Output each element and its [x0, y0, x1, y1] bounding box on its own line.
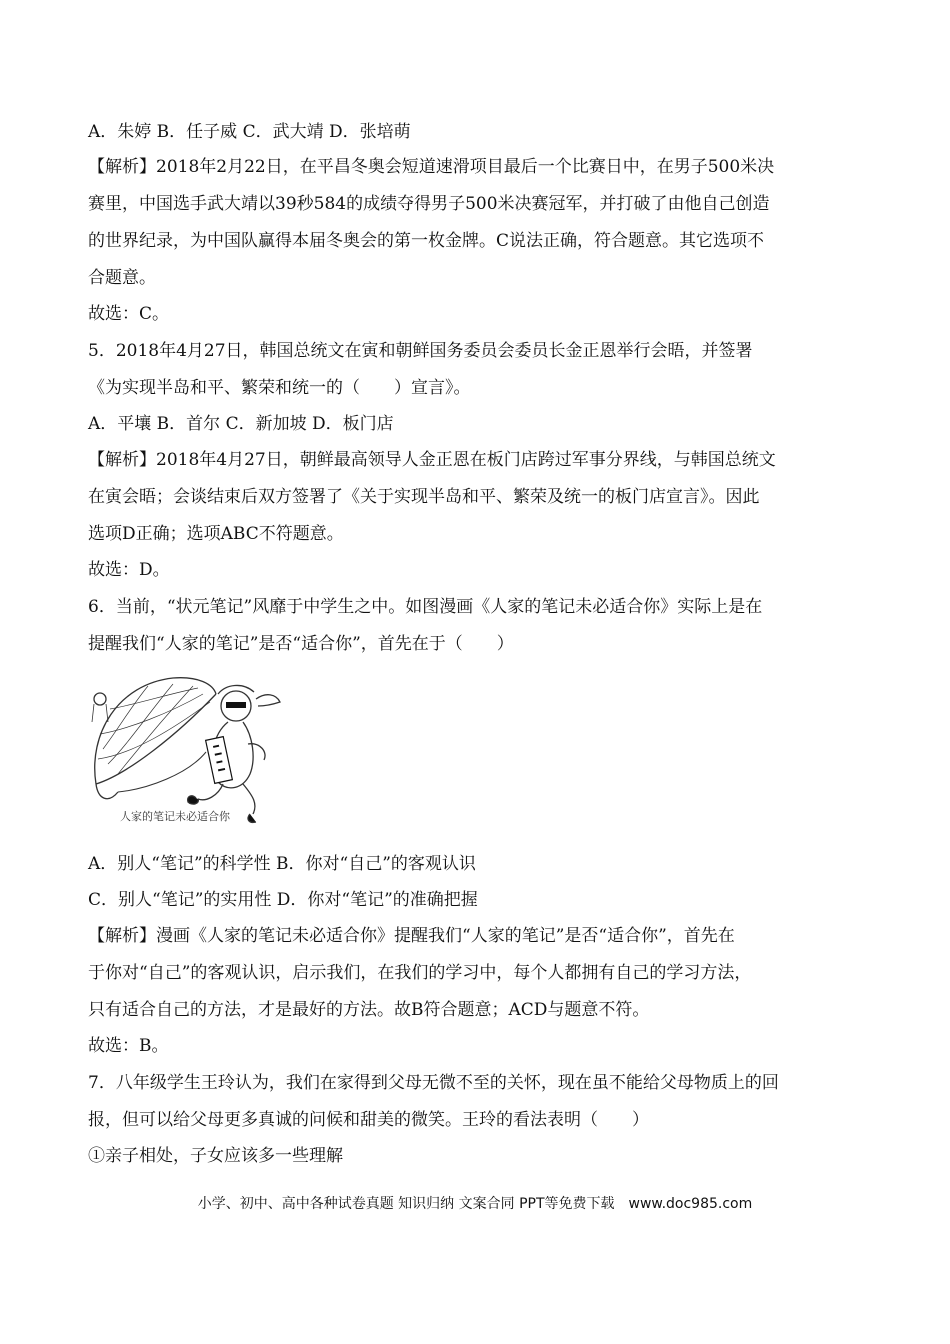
q6-analysis-line: 【解析】漫画《人家的笔记未必适合你》提醒我们“人家的笔记”是否“适合你”，首先在 [88, 926, 735, 946]
q4-analysis-line: 的世界纪录，为中国队赢得本届冬奥会的第一枚金牌。C说法正确，符合题意。其它选项不 [88, 231, 765, 251]
q5-stem-line: 《为实现半岛和平、繁荣和统一的（ ）宣言》。 [88, 378, 471, 398]
q6-stem-line: 提醒我们“人家的笔记”是否“适合你”，首先在于（ ） [88, 634, 514, 654]
q6-option-line: A．别人“笔记”的科学性 B．你对“自己”的客观认识 [88, 854, 476, 874]
q5-analysis-line: 选项D正确；选项ABC不符题意。 [88, 524, 344, 544]
q4-answer: 故选：C。 [88, 304, 170, 324]
q7-stem-line: 报，但可以给父母更多真诚的问候和甜美的微笑。王玲的看法表明（ ） [88, 1110, 649, 1130]
q4-analysis-line: 【解析】2018年2月22日，在平昌冬奥会短道速滑项目最后一个比赛日中，在男子500米决 [88, 157, 775, 177]
q5-answer: 故选：D。 [88, 560, 170, 580]
q5-analysis-line: 在寅会晤；会谈结束后双方签署了《关于实现半岛和平、繁荣及统一的板门店宣言》。因此 [88, 487, 760, 507]
q4-analysis-line: 赛里，中国选手武大靖以39秒584的成绩夺得男子500米决赛冠军，并打破了由他自己创造 [88, 194, 770, 214]
q5-stem-line: 5．2018年4月27日，韩国总统文在寅和朝鲜国务委员会委员长金正恩举行会晤，并签署 [88, 341, 753, 361]
page-footer: 小学、初中、高中各种试卷真题 知识归纳 文案合同 PPT等免费下载 www.doc985.com [197, 1196, 753, 1212]
q7-stem-line: ①亲子相处，子女应该多一些理解 [88, 1146, 343, 1166]
q7-stem-line: 7．八年级学生王玲认为，我们在家得到父母无微不至的关怀，现在虽不能给父母物质上的回 [88, 1073, 779, 1093]
q6-analysis-line: 只有适合自己的方法，才是最好的方法。故B符合题意；ACD与题意不符。 [88, 1000, 650, 1020]
q5-analysis-line: 【解析】2018年4月27日，朝鲜最高领导人金正恩在板门店跨过军事分界线，与韩国总统文 [88, 450, 776, 470]
q6-option-line: C．别人“笔记”的实用性 D．你对“笔记”的准确把握 [88, 890, 478, 910]
q4-analysis-line: 合题意。 [88, 268, 156, 288]
q4-options: A．朱婷 B．任子威 C．武大靖 D．张培萌 [88, 122, 411, 142]
q6-answer: 故选：B。 [88, 1036, 169, 1056]
cartoon-caption: 人家的笔记未必适合你 [120, 810, 230, 823]
q5-options: A．平壤 B．首尔 C．新加坡 D．板门店 [88, 414, 394, 434]
q6-stem-line: 6．当前，“状元笔记”风靡于中学生之中。如图漫画《人家的笔记未必适合你》实际上是在 [88, 597, 763, 617]
q6-analysis-line: 于你对“自己”的客观认识，启示我们，在我们的学习中，每个人都拥有自己的学习方法， [88, 963, 752, 983]
